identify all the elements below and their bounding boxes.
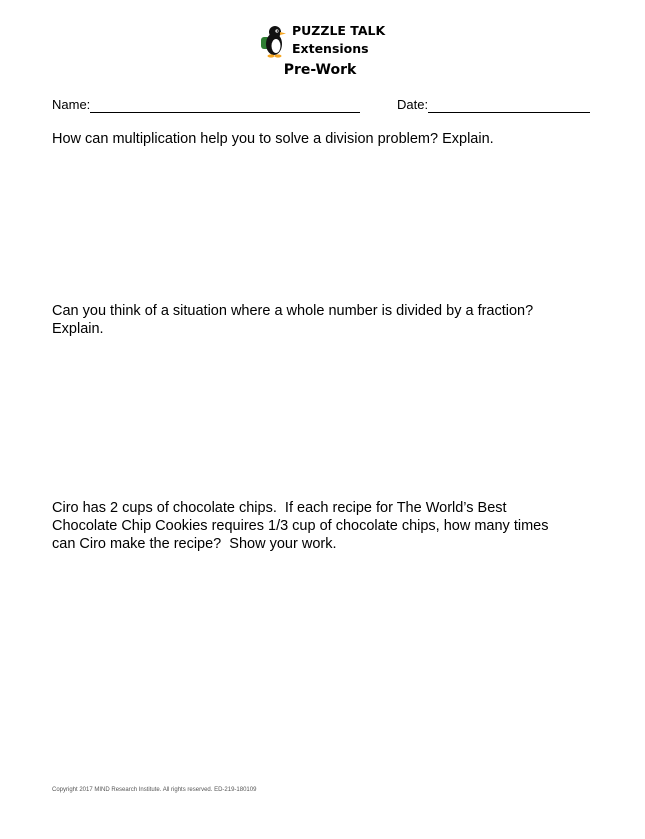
name-field [52, 97, 360, 113]
date-label: Date: [397, 97, 429, 112]
penguin-icon [259, 24, 289, 60]
brand-line-2: Extensions [292, 41, 369, 56]
page-title: Pre-Work [283, 62, 357, 78]
question-1: How can multiplication help you to solve a division problem? Explain. [52, 131, 494, 147]
name-input-line[interactable] [90, 98, 360, 113]
brand-line-1: PUZZLE TALK [292, 23, 386, 38]
name-label: Name: [52, 97, 91, 112]
date-input-line[interactable] [428, 98, 590, 113]
brand-name [292, 22, 385, 58]
copyright-footer: Copyright 2017 MIND Research Institute. All rights reserved. ED-219-180109 [52, 787, 257, 793]
page-header [0, 22, 645, 82]
question-2: Can you think of a situation where a whole number is divided by a fraction? Explain. [52, 303, 534, 337]
question-3: Ciro has 2 cups of chocolate chips. If each recipe for The World’s Best Chocolate Chip Cookies requires 1/3 cup of chocolate chips, how many times can Ciro make the recipe? Show your work. [52, 500, 549, 552]
date-field [397, 97, 590, 113]
